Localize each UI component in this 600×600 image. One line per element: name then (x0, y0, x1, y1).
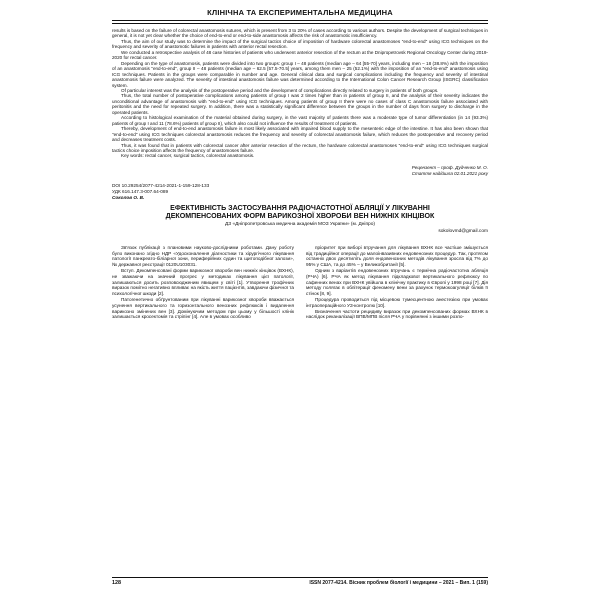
article-title (112, 204, 488, 221)
journal-citation: ISSN 2077-4214. Вісник проблем біології і медицини – 2021 – Вип. 1 (159) (309, 580, 488, 586)
abstract-paragraph: Thus, the total number of postoperative complications among patients of group I was 2 times higher than in patients of group II, and the analysis of their severity indicates the unconditional advantage of anastomosis with "end-to-end" using ICG techniques. Among patients of group II there were no cases of class C anastomosis failure associated with peritonitis and the need for repeated surgery. In addition, there was a statistically significant difference between the groups in the number of days from surgery to discharge in the operated patients. (112, 93, 488, 115)
body-paragraph: Вступ. Декомпенсовані форми варикозної хвороби вен нижніх кінцівок (ВХНК), не зважаючи на значний прогрес у методиках лікування цієї патології, залишаються досить розповсюдженим явищем у світі [1]. Утворення трофічних виразок помітно негативно впливає на якість життя пацієнтів, завдаючи фізичної та психологічної шкоди [2]. (112, 268, 294, 297)
author-email: sokolovmd@gmail.com (438, 228, 488, 234)
reviewer-name: Дудченко М. О. (455, 164, 488, 170)
body-column-left (112, 245, 294, 320)
abstract-paragraph: Thereby, development of end-to-end anastomosis failure is most likely associated with impaired blood supply to the mesenteric edge of the intestine. It has also been shown that "end-to-end" using ICG techniques colorectal anastomosis reduces the frequency and severity of colorectal anastomosis failure, which reduces the postoperative and recovery period and decreases treatment costs. (112, 126, 488, 143)
body-paragraph: пріоритет при виборі втручання для лікування ВХНК все частіше змішується від традиційної операції до малоінвазивних ендовенозних процедур. Так, протягом останніх двох десятиліть доля ендовенозних методів лікування зросла від 7% до 95% у США, та до 45% – у Великобританії [5]. (306, 244, 488, 268)
reviewer-label: Рецензент – проф. (411, 164, 454, 170)
title-line: ДЕКОМПЕНСОВАНИХ ФОРМ ВАРИКОЗНОЇ ХВОРОБИ ВЕН НИЖНІХ КІНЦІВОК (165, 212, 435, 221)
received-date: Стаття надійшла 02.01.2021 року (411, 170, 488, 176)
page-number: 128 (112, 580, 121, 586)
body-column-right (306, 245, 488, 320)
reviewer-block (112, 165, 488, 177)
article-body (112, 245, 488, 320)
keywords-line (112, 153, 488, 158)
title-line: ЕФЕКТИВНІСТЬ ЗАСТОСУВАННЯ РАДІОЧАСТОТНОЇ АБЛЯЦІЇ У ЛІКУВАННІ (170, 203, 430, 212)
doi: DOI 10.29254/2077-4214-2021-1-159-128-133 (112, 182, 210, 188)
body-paragraph: Визначення частоти рецидиву виразок при декомпенсованих формах ВХНК в наслідок реканалізації ВПВ/МПВ після РЧА у порівнянні з іншими розпо- (306, 308, 488, 320)
abstract-paragraph: Of particular interest was the analysis of the postoperative period and the development of complications directly related to surgery in patients of both groups. (121, 87, 439, 93)
abstract-paragraph: Thus, it was found that in patients with colorectal cancer after anterior resection of the rectum, the hardware colorectal anastomoses "end-to-end" using ICG techniques surgical tactics choice imposition affects the frequency of anastomoses failure. (112, 142, 488, 153)
keywords-label: Key words: (121, 153, 144, 159)
udc: УДК 616.147.3-007.64-089 (112, 189, 169, 195)
header-rule (112, 23, 488, 24)
article-meta (112, 183, 488, 202)
abstract-paragraph: We conducted a retrospective analysis of 48 case histories of patients who underwent anterior resection of the rectum at the Dnipropetrovsk Regional Oncology Center during 2019-2020 for rectal cancer. (112, 49, 488, 61)
abstract-paragraph: According to histological examination of the material obtained during surgery, in the vast majority of patients there was a moderate type of tumor differentiation (in 14 (93.3%) patients of group I and 11 (78.6%) patients of group II), which also could not influence the results of treatment of patients. (112, 115, 488, 126)
body-paragraph: Зв'язок публікації з плановими науково-дослідними роботами. Дану роботу було виконано згідно НДР «Удосконалення діагностики та хірургічного лікування патології панкреато-біліарної зони, периферійних судин та щитоподібної залози», № державної реєстрації 0120U103031. (112, 244, 294, 268)
section-header: КЛІНІЧНА ТА ЕКСПЕРИМЕНТАЛЬНА МЕДИЦИНА (112, 8, 488, 21)
affiliation: ДЗ «Дніпропетровська медична академія МОЗ України» (м. Дніпро) (224, 221, 375, 227)
body-paragraph: Процедура проводиться під місцевою тумесцентною анестезією при умовах інтраопераційного УЗ-контролю [10]. (306, 297, 488, 308)
keywords-text: rectal cancer, surgical tactics, colorectal anastomosis. (145, 153, 255, 159)
body-paragraph: Одним з варіантів ендовенозних втручань є термічна радіочастотна абляція (РЧА) [6]. РЧА як метод лікування підкладкової вертикального рефлюксу по сафенних венах при ВХНК увійшла в клінічну практику в Європі у 1998 році [7]. Дія методу полягає в облітерації феномену вени за рахунок термокоагуляції білків її стінок [8, 9]. (306, 268, 488, 297)
abstract-paragraph: results is based on the failure of colorectal anastomosis sutures, which is present from 3 to 20% of cases according to various authors. Despite the development of surgical techniques in general, it is not yet clear whether the choice of end-to-end or end-to-side anastomosis affects the risk of anastomotic insufficiency. (112, 28, 488, 39)
author-name: Соколов О. В. (112, 195, 145, 201)
abstract-paragraph: Depending on the type of anastomosis, patients were divided into two groups: group I – 48 patients (median age – 64 [55-70] years, including men – 18 (38.8%) with the imposition of an anastomosis "end-to-end", group II – 48 patients (median age – 62.5 [57.5-70.5] years, among them men – 25 (52.1%) with the imposition of an "end-to-end" anastomosis using ICG techniques. Patients in the groups were comparable in number and age. General clinical data and surgical complications including the frequency and severity of intestinal anastomosis failure were analyzed. The severity of intestinal anastomosis failure was determined according to the International Colon Cancer Research Group (ISGRC) classification system. (112, 60, 488, 88)
body-paragraph: Патогенетично обґрунтованим при лікуванні варикозної хвороби вважається усунення вертикального та горизонтального венозних рефлюксів і видалення варикозно змінених вен [3]. Домінуючим методом при цьому у більшості клінік залишається кросектомія та стріпінг [4]. Але в умовах особливо (112, 297, 294, 320)
abstract-paragraph: Thus, the aim of our study was to determine the impact of the surgical tactics choice of imposition of hardware colorectal anastomoses "end-to-end" using ICG techniques on the frequency and severity of anastomotic failures in patients with anterior rectal resection. (112, 38, 488, 50)
english-abstract (112, 28, 488, 159)
page-footer (112, 577, 488, 586)
